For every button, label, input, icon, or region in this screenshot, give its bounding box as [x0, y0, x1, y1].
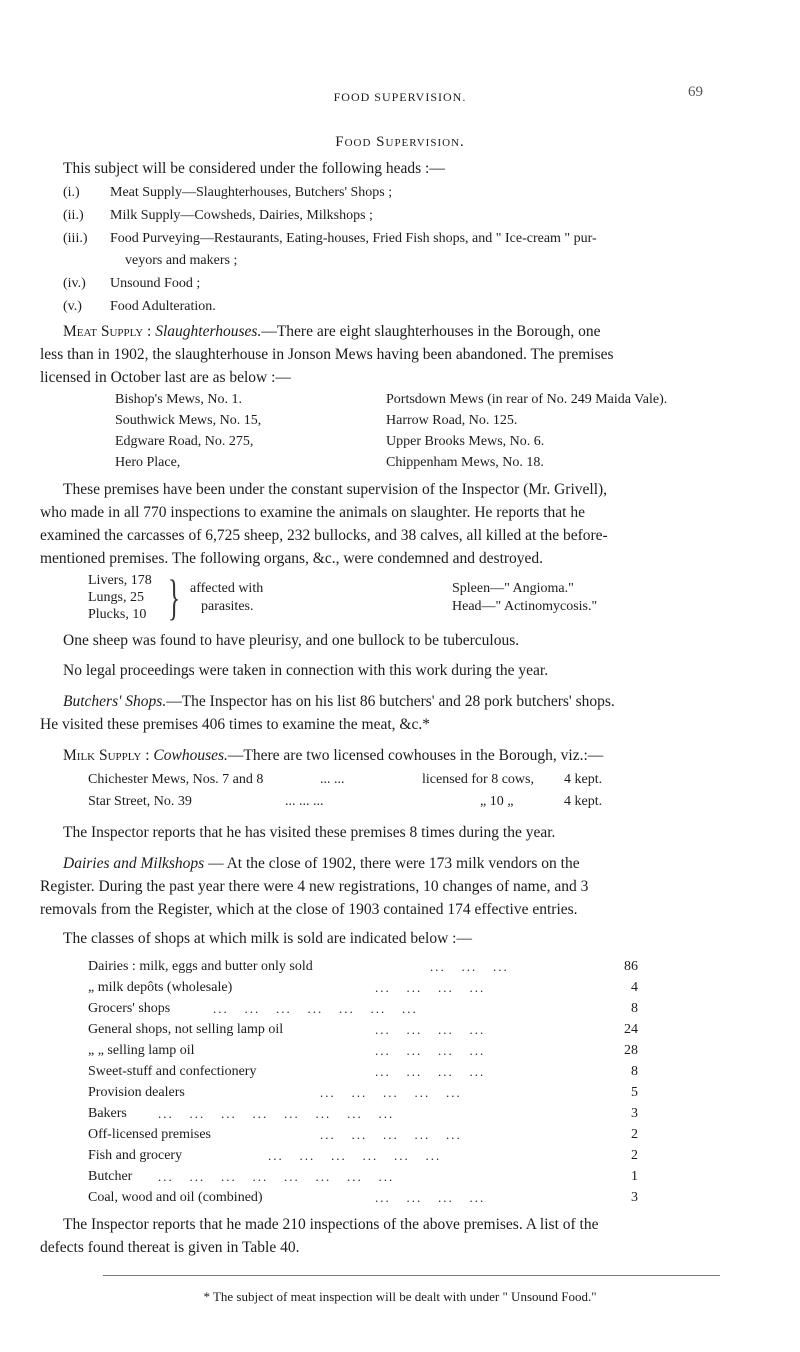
- milk-heading: Milk Supply :: [63, 747, 150, 764]
- organ-item: Livers, 178: [88, 573, 152, 588]
- dairies-line: Register. During the past year there were 4 new registrations, 10 changes of name, and 3: [40, 878, 589, 895]
- class-count: 28: [624, 1043, 638, 1058]
- organ-item: Head—" Actinomycosis.": [452, 599, 598, 614]
- visits-text: The Inspector reports that he has visited these premises 8 times during the year.: [63, 824, 556, 841]
- cowhouse-kept: 4 kept.: [564, 772, 603, 787]
- head-text: Unsound Food ;: [110, 276, 201, 291]
- premises-item: Chippenham Mews, No. 18.: [386, 455, 544, 470]
- pleurisy-text: One sheep was found to have pleurisy, and one bullock to be tuberculous.: [63, 632, 520, 649]
- classes-intro: The classes of shops at which milk is sold are indicated below :—: [63, 930, 472, 947]
- organ-item: Lungs, 25: [88, 590, 144, 605]
- head-text: Food Purveying—Restaurants, Eating-houses, Fried Fish shops, and " Ice-cream " pur-: [110, 231, 597, 246]
- dairies-line: Dairies and Milkshops — At the close of 1902, there were 173 milk vendors on the: [63, 855, 580, 872]
- organ-item: Spleen—" Angioma.": [452, 581, 574, 596]
- premises-item: Bishop's Mews, No. 1.: [115, 392, 242, 407]
- page-number: 69: [688, 84, 703, 100]
- class-label: Dairies : milk, eggs and butter only sold: [88, 959, 313, 974]
- cowhouse-dots: ... ...: [320, 772, 345, 787]
- brace-symbol: }: [168, 569, 180, 625]
- closing-line: The Inspector reports that he made 210 inspections of the above premises. A list of the: [63, 1216, 599, 1233]
- head-text: Meat Supply—Slaughterhouses, Butchers' Shops ;: [110, 185, 393, 200]
- class-count: 8: [631, 1001, 638, 1016]
- head-num: (i.): [63, 185, 80, 200]
- cowhouse-licensed: licensed for 8 cows,: [422, 772, 534, 787]
- footnote-rule: [103, 1275, 720, 1276]
- head-text: veyors and makers ;: [125, 253, 238, 268]
- inspection-line: who made in all 770 inspections to examine the animals on slaughter. He reports that he: [40, 504, 585, 521]
- cowhouse-dots: ... ... ...: [285, 794, 324, 809]
- inspection-line: examined the carcasses of 6,725 sheep, 232 bullocks, and 38 calves, all killed at the before-: [40, 527, 608, 544]
- intro-text: This subject will be considered under the following heads :—: [63, 160, 445, 177]
- class-count: 1: [631, 1169, 638, 1184]
- leader-dots: ... ... ... ...: [375, 1043, 486, 1058]
- footnote: * The subject of meat inspection will be dealt with under " Unsound Food.": [203, 1289, 597, 1304]
- meat-heading: Meat Supply :: [63, 323, 152, 340]
- dairies-heading: Dairies and Milkshops: [63, 855, 205, 872]
- premises-item: Upper Brooks Mews, No. 6.: [386, 434, 545, 449]
- class-count: 24: [624, 1022, 638, 1037]
- class-label: Fish and grocery: [88, 1148, 183, 1163]
- milk-subheading: Cowhouses.: [153, 747, 228, 764]
- class-label: „ milk depôts (wholesale): [88, 980, 233, 995]
- class-label: Grocers' shops: [88, 1001, 171, 1016]
- class-count: 3: [631, 1190, 638, 1205]
- premises-item: Southwick Mews, No. 15,: [115, 413, 262, 428]
- premises-item: Portsdown Mews (in rear of No. 249 Maida Vale).: [386, 392, 668, 407]
- class-label: Sweet-stuff and confectionery: [88, 1064, 257, 1079]
- leader-dots: ... ... ... ... ...: [320, 1085, 462, 1100]
- affected-text: parasites.: [201, 599, 254, 614]
- milk-line: Milk Supply : Cowhouses.—There are two licensed cowhouses in the Borough, viz.:—: [63, 747, 604, 764]
- class-label: Provision dealers: [88, 1085, 185, 1100]
- inspection-line: mentioned premises. The following organs, &c., were condemned and destroyed.: [40, 550, 544, 567]
- leader-dots: ... ... ... ...: [375, 1022, 486, 1037]
- class-count: 4: [631, 980, 638, 995]
- class-count: 8: [631, 1064, 638, 1079]
- butchers-heading: Butchers' Shops.: [63, 693, 167, 710]
- leader-dots: ... ... ...: [430, 959, 509, 974]
- cowhouse-name: Chichester Mews, Nos. 7 and 8: [88, 772, 264, 787]
- class-label: Coal, wood and oil (combined): [88, 1190, 263, 1205]
- class-label: General shops, not selling lamp oil: [88, 1022, 284, 1037]
- class-label: Bakers: [88, 1106, 127, 1121]
- leader-dots: ... ... ... ...: [375, 980, 486, 995]
- premises-item: Harrow Road, No. 125.: [386, 413, 518, 428]
- class-count: 86: [624, 959, 638, 974]
- running-head: FOOD SUPERVISION.: [333, 90, 467, 104]
- cowhouse-licensed: „ 10 „: [480, 794, 514, 809]
- butchers-line: Butchers' Shops.—The Inspector has on his list 86 butchers' and 28 pork butchers' shops.: [63, 693, 615, 710]
- head-text: Milk Supply—Cowsheds, Dairies, Milkshops ;: [110, 208, 373, 223]
- leader-dots: ... ... ... ... ... ... ... ...: [158, 1169, 395, 1184]
- meat-paragraph-line: licensed in October last are as below :—: [40, 369, 291, 386]
- premises-item: Hero Place,: [115, 455, 181, 470]
- leader-dots: ... ... ... ...: [375, 1064, 486, 1079]
- closing-line: defects found thereat is given in Table 40.: [40, 1239, 300, 1256]
- dairies-line: removals from the Register, which at the close of 1903 contained 174 effective entries.: [40, 901, 578, 918]
- inspection-line: These premises have been under the constant supervision of the Inspector (Mr. Grivell),: [63, 481, 608, 498]
- head-num: (ii.): [63, 208, 84, 223]
- class-label: Off-licensed premises: [88, 1127, 211, 1142]
- premises-item: Edgware Road, No. 275,: [115, 434, 254, 449]
- head-num: (iv.): [63, 276, 86, 291]
- leader-dots: ... ... ... ... ... ... ...: [213, 1001, 418, 1016]
- head-num: (v.): [63, 299, 82, 314]
- leader-dots: ... ... ... ... ... ... ... ...: [158, 1106, 395, 1121]
- meat-subheading: Slaughterhouses.: [155, 323, 262, 340]
- class-count: 5: [631, 1085, 638, 1100]
- class-count: 2: [631, 1127, 638, 1142]
- leader-dots: ... ... ... ... ...: [320, 1127, 462, 1142]
- class-label: Butcher: [88, 1169, 133, 1184]
- organ-item: Plucks, 10: [88, 607, 147, 622]
- head-num: (iii.): [63, 231, 88, 246]
- affected-text: affected with: [190, 581, 264, 596]
- leader-dots: ... ... ... ... ... ...: [268, 1148, 442, 1163]
- class-count: 3: [631, 1106, 638, 1121]
- meat-paragraph-line: Meat Supply : Slaughterhouses.—There are eight slaughterhouses in the Borough, one: [63, 323, 601, 340]
- legal-text: No legal proceedings were taken in connection with this work during the year.: [63, 662, 549, 679]
- head-text: Food Adulteration.: [110, 299, 216, 314]
- class-count: 2: [631, 1148, 638, 1163]
- butchers-line: He visited these premises 406 times to examine the meat, &c.*: [40, 716, 430, 733]
- cowhouse-kept: 4 kept.: [564, 794, 603, 809]
- leader-dots: ... ... ... ...: [375, 1190, 486, 1205]
- meat-paragraph-line: less than in 1902, the slaughterhouse in Jonson Mews having been abandoned. The premises: [40, 346, 614, 363]
- section-title: Food Supervision.: [335, 134, 465, 150]
- class-label: „ „ selling lamp oil: [88, 1043, 195, 1058]
- cowhouse-name: Star Street, No. 39: [88, 794, 192, 809]
